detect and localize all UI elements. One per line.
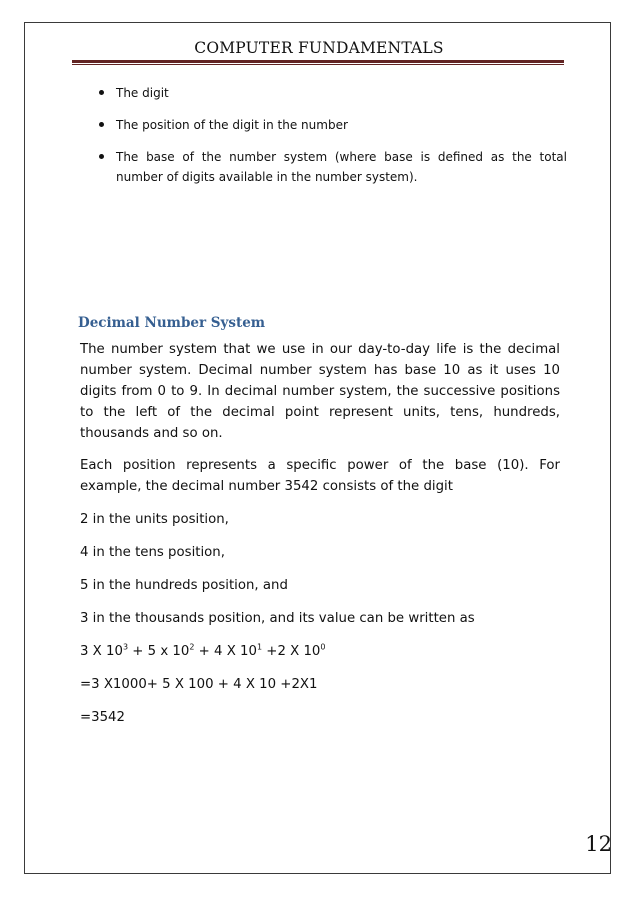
page-header-title: COMPUTER FUNDAMENTALS (194, 39, 444, 57)
expansion-line: =3 X1000+ 5 X 100 + 4 X 10 +2X1 (80, 677, 318, 692)
line-tens: 4 in the tens position, (80, 545, 225, 560)
bullet-text: The position of the digit in the number (116, 118, 348, 132)
bullet-list (97, 83, 567, 199)
bullet-dot-icon (99, 154, 104, 159)
bullet-text: The base of the number system (where base is defined as the total number of digits available in the number system). (116, 150, 567, 184)
bullet-dot-icon (99, 90, 104, 95)
section-heading: Decimal Number System (78, 315, 266, 331)
bullet-text: The digit (116, 86, 169, 100)
paragraph-positions: Each position represents a specific power of the base (10). For example, the decimal number 3542 consists of the digit (80, 458, 560, 494)
line-hundreds: 5 in the hundreds position, and (80, 578, 288, 593)
section-body (80, 339, 560, 728)
header-rule-thin (72, 64, 564, 65)
power-expression: 3 X $10^3 + 5$ x $10^2 + 4$ X $10^1 +2$ X $10^0$ (80, 642, 326, 659)
page-number: 12 (585, 832, 612, 856)
bullet-item (97, 147, 567, 187)
bullet-item (97, 83, 567, 103)
bullet-dot-icon (99, 122, 104, 127)
bullet-item (97, 115, 567, 135)
line-thousands: 3 in the thousands position, and its value can be written as (80, 611, 475, 626)
paragraph-intro: The number system that we use in our day-to-day life is the decimal number system. Decimal number system has base 10 as it uses 10 digits from 0 to 9. In decimal number system, the successive positions to the left of the decimal point represent units, tens, hundreds, thousands and so on. (80, 342, 560, 441)
result-line: =3542 (80, 710, 125, 725)
line-units: 2 in the units position, (80, 512, 229, 527)
header-rule (72, 60, 564, 63)
